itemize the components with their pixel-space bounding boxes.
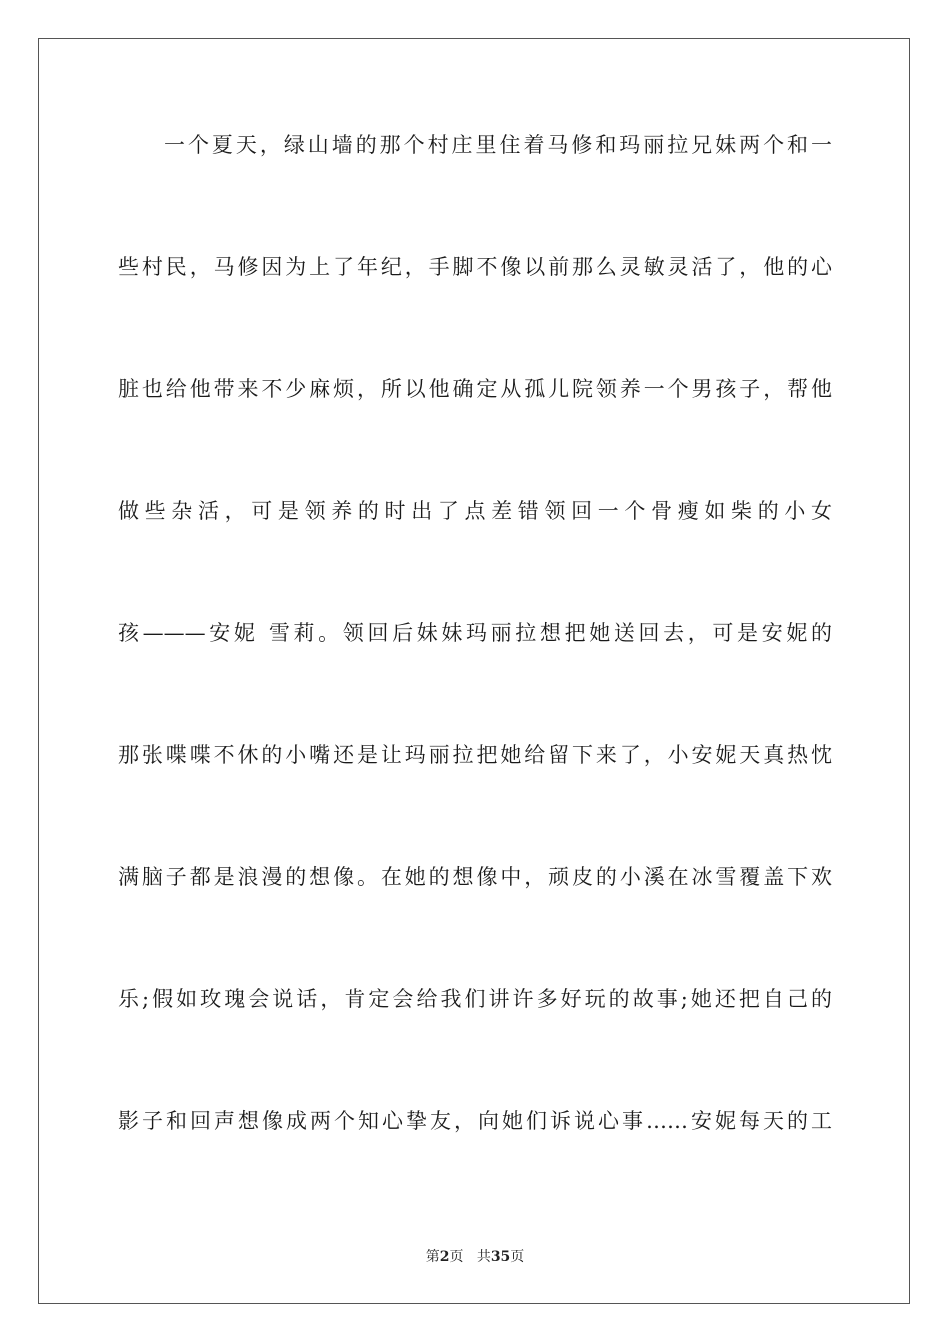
page-prefix: 第: [425, 1249, 440, 1265]
paragraph-line-9: 影子和回声想像成两个知心挚友，向她们诉说心事……安妮每天的工: [118, 1109, 832, 1133]
paragraph-line-3: 脏也给他带来不少麻烦，所以他确定从孤儿院领养一个男孩子，帮他: [118, 377, 832, 401]
page-number: 2: [439, 1249, 450, 1265]
page-footer: [0, 1248, 950, 1266]
paragraph-line-7: 满脑子都是浪漫的想像。在她的想像中，顽皮的小溪在冰雪覆盖下欢: [118, 865, 832, 889]
total-pages: 35: [490, 1249, 511, 1265]
total-prefix: 共: [476, 1249, 491, 1265]
paragraph-line-2: 些村民，马修因为上了年纪，手脚不像以前那么灵敏灵活了，他的心: [118, 255, 832, 279]
paragraph-line-6: 那张喋喋不休的小嘴还是让玛丽拉把她给留下来了，小安妮天真热忱: [118, 743, 832, 767]
total-suffix: 页: [510, 1249, 525, 1265]
paragraph-line-4: 做些杂活，可是领养的时出了点差错领回一个骨瘦如柴的小女: [118, 499, 832, 523]
paragraph-line-8: 乐;假如玫瑰会说话，肯定会给我们讲许多好玩的故事;她还把自己的: [118, 987, 832, 1011]
paragraph-line-1: 一个夏天，绿山墙的那个村庄里住着马修和玛丽拉兄妹两个和一: [164, 133, 832, 157]
page-suffix: 页: [449, 1249, 464, 1265]
paragraph-line-5: 孩———安妮 雪莉。领回后妹妹玛丽拉想把她送回去，可是安妮的: [118, 621, 832, 645]
